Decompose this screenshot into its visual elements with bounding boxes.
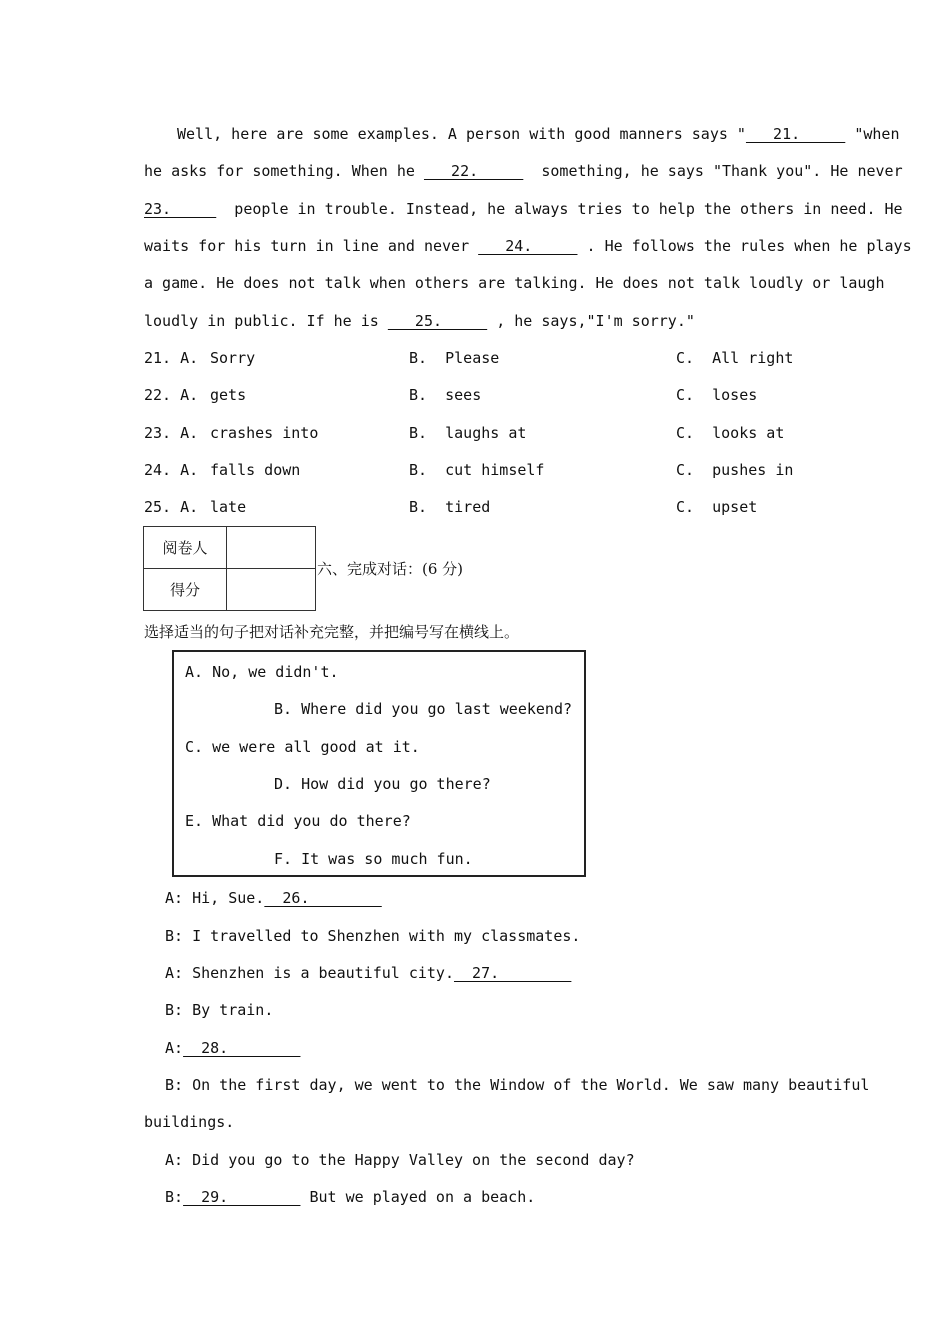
passage-line-3: 23. people in trouble. Instead, he always tries to help the others in need. He	[144, 200, 903, 218]
passage-line-2: he asks for something. When he 22. something, he says "Thank you". He never	[144, 162, 903, 180]
choice-num: 21. A.	[144, 349, 199, 367]
choice-row-25	[144, 497, 864, 517]
choice-row-22	[144, 385, 864, 405]
choice-b: B. sees	[409, 386, 482, 404]
choice-c: C. loses	[676, 386, 758, 404]
blank-24: 24.	[478, 237, 578, 255]
dialogue-line-4: B: By train.	[165, 1001, 274, 1019]
dialogue-line-5: A: 28.	[165, 1039, 301, 1057]
dialogue-line-1: A: Hi, Sue. 26.	[165, 889, 382, 907]
choice-num: 22. A.	[144, 386, 199, 404]
dialogue-line-6: B: On the first day, we went to the Window of the World. We saw many beautiful	[165, 1076, 870, 1094]
choice-num: 24. A.	[144, 461, 199, 479]
choice-num: 23. A.	[144, 424, 199, 442]
blank-27: 27.	[453, 964, 572, 982]
score-cell	[227, 569, 316, 611]
score-label: 得分	[144, 569, 227, 611]
option-b: B. Where did you go last weekend?	[274, 700, 573, 718]
dialogue-line-3: A: Shenzhen is a beautiful city. 27.	[165, 964, 572, 982]
blank-22: 22.	[423, 162, 524, 180]
option-d: D. How did you go there?	[274, 775, 491, 793]
score-table	[143, 526, 316, 611]
reviewer-cell	[227, 527, 316, 569]
dialogue-line-7: buildings.	[144, 1113, 235, 1131]
choice-a: Sorry	[210, 349, 256, 367]
choice-a: falls down	[210, 461, 301, 479]
choice-a: crashes into	[210, 424, 319, 442]
choice-row-23	[144, 423, 864, 443]
choice-a: gets	[210, 386, 247, 404]
blank-23: 23.	[144, 200, 217, 218]
choice-b: B. Please	[409, 349, 500, 367]
blank-26: 26.	[264, 889, 382, 907]
dialogue-line-2: B: I travelled to Shenzhen with my classmates.	[165, 927, 581, 945]
blank-25: 25.	[387, 312, 488, 330]
blank-21: 21.	[745, 125, 846, 143]
passage-line-6: loudly in public. If he is 25. , he says,"I'm sorry."	[144, 312, 695, 330]
reviewer-label: 阅卷人	[144, 527, 227, 569]
choice-row-21	[144, 348, 864, 368]
instruction: 选择适当的句子把对话补充完整，并把编号写在横线上。	[144, 623, 520, 641]
dialogue-line-9: B: 29. But we played on a beach.	[165, 1188, 536, 1206]
passage-line-1: Well, here are some examples. A person with good manners says " 21. "when	[177, 125, 900, 143]
blank-29: 29.	[183, 1188, 301, 1206]
choice-c: C. All right	[676, 349, 794, 367]
choice-a: late	[210, 498, 247, 516]
option-f: F. It was so much fun.	[274, 850, 473, 868]
options-box	[172, 650, 586, 877]
choice-c: C. pushes in	[676, 461, 794, 479]
passage-line-4: waits for his turn in line and never 24. . He follows the rules when he plays	[144, 237, 912, 255]
choice-c: C. looks at	[676, 424, 785, 442]
choice-num: 25. A.	[144, 498, 199, 516]
dialogue-line-8: A: Did you go to the Happy Valley on the second day?	[165, 1151, 635, 1169]
choice-row-24	[144, 460, 864, 480]
blank-28: 28.	[183, 1039, 301, 1057]
option-c: C. we were all good at it.	[185, 738, 420, 756]
section-title: 六、完成对话：(6 分)	[317, 560, 464, 578]
choice-b: B. laughs at	[409, 424, 527, 442]
choice-b: B. tired	[409, 498, 491, 516]
choice-c: C. upset	[676, 498, 758, 516]
passage-line-5: a game. He does not talk when others are talking. He does not talk loudly or laugh	[144, 274, 885, 292]
option-e: E. What did you do there?	[185, 812, 411, 830]
choice-b: B. cut himself	[409, 461, 545, 479]
option-a: A. No, we didn't.	[185, 663, 339, 681]
